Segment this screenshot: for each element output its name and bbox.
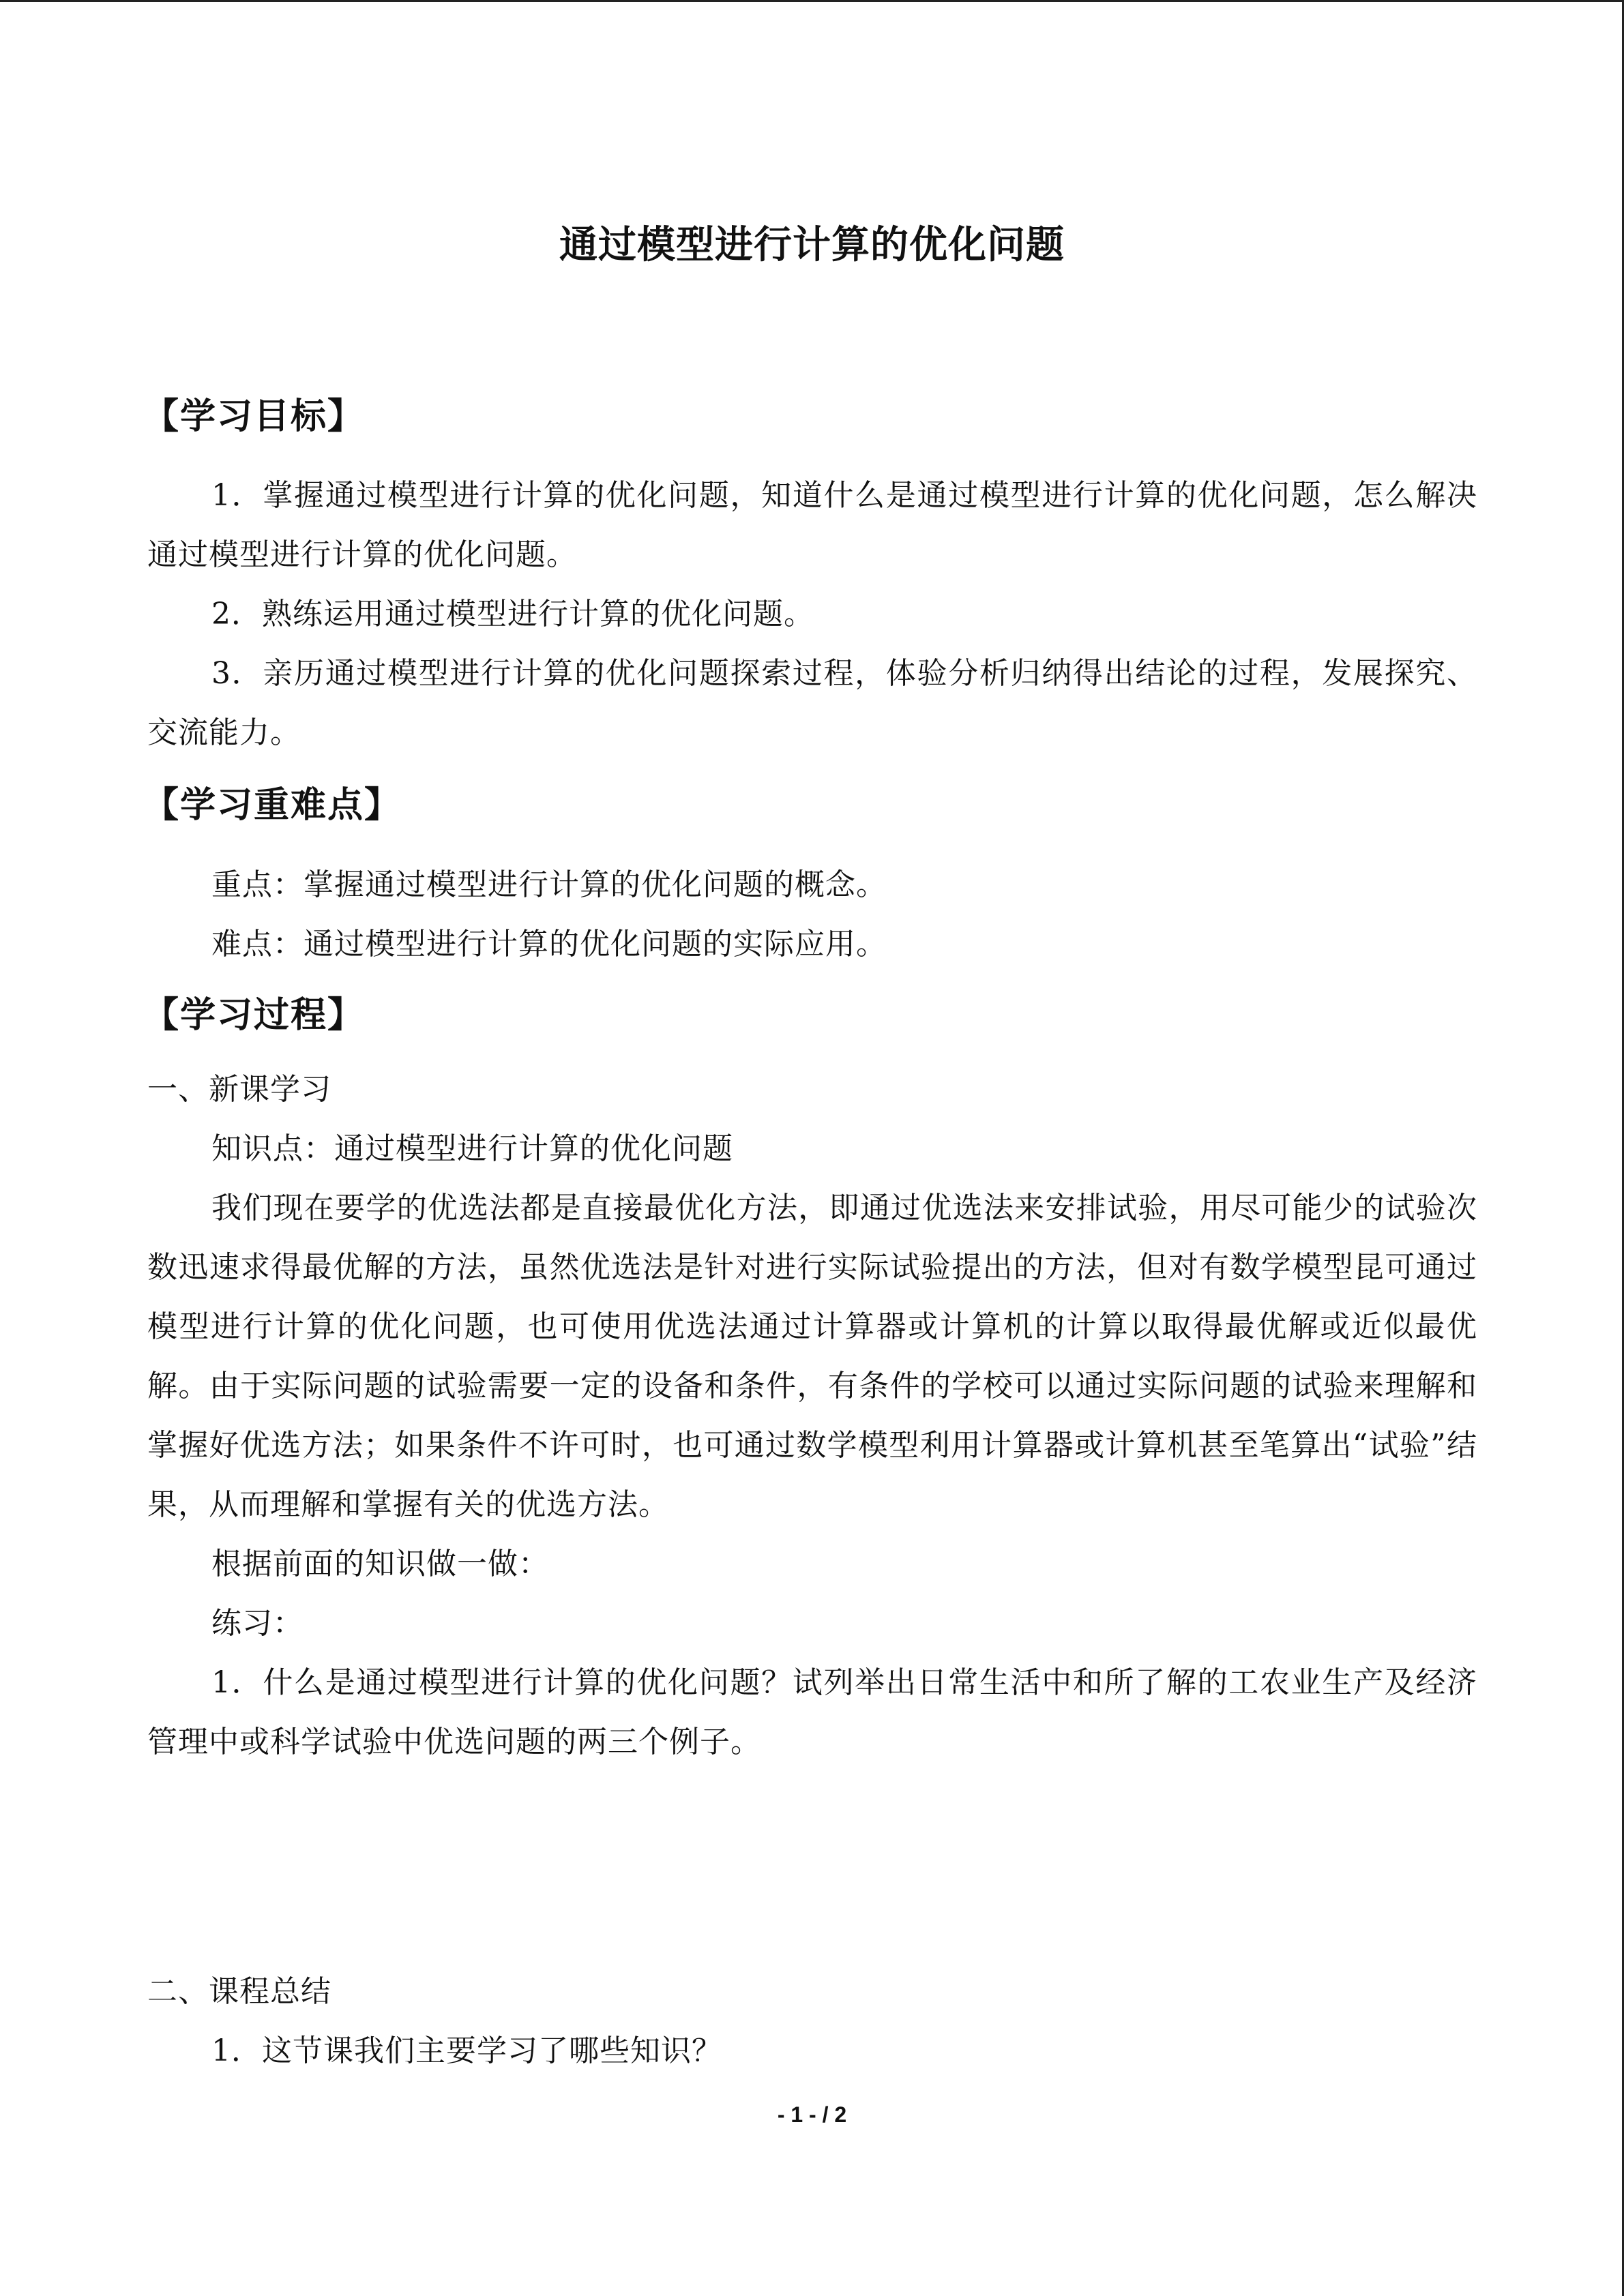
part2-title: 二、课程总结 bbox=[147, 1974, 331, 2009]
exercise-item-1: 1．什么是通过模型进行计算的优化问题？试列举出日常生活中和所了解的工农业生产及经济管理中或科学试验中优选问题的两三个例子。 bbox=[147, 1665, 1477, 1759]
page-title: 通过模型进行计算的优化问题 bbox=[559, 222, 1065, 267]
practice-prompt: 根据前面的知识做一做： bbox=[211, 1547, 549, 1581]
knowledge-point: 知识点：通过模型进行计算的优化问题 bbox=[211, 1131, 733, 1166]
heading-objectives: 【学习目标】 bbox=[143, 396, 365, 437]
page-number: - 1 - / 2 bbox=[777, 2102, 847, 2127]
difficulty-point: 难点：通过模型进行计算的优化问题的实际应用。 bbox=[211, 927, 887, 961]
key-point: 重点：掌握通过模型进行计算的优化问题的概念。 bbox=[211, 867, 887, 902]
heading-key-points: 【学习重难点】 bbox=[143, 784, 402, 826]
heading-process: 【学习过程】 bbox=[143, 994, 365, 1036]
summary-item-1: 1．这节课我们主要学习了哪些知识？ bbox=[211, 2033, 722, 2068]
objective-item-1: 1．掌握通过模型进行计算的优化问题，知道什么是通过模型进行计算的优化问题，怎么解决通过模型进行计算的优化问题。 bbox=[147, 478, 1477, 572]
body-paragraph: 我们现在要学的优选法都是直接最优化方法，即通过优选法来安排试验，用尽可能少的试验次数迅速求得最优解的方法，虽然优选法是针对进行实际试验提出的方法，但对有数学模型昆可通过模型进行计算的优化问题，也可使用优选法通过计算器或计算机的计算以取得最优解或近似最优解。由于实际问题的试验需要一定的设备和条件，有条件的学校可以通过实际问题的试验来理解和掌握好优选方法；如果条件不许可时，也可通过数学模型利用计算器或计算机甚至笔算出“试验”结果，从而理解和掌握有关的优选方法。 bbox=[147, 1191, 1477, 1522]
objective-item-3: 3．亲历通过模型进行计算的优化问题探索过程，体验分析归纳得出结论的过程，发展探究、交流能力。 bbox=[147, 656, 1477, 750]
exercise-label: 练习： bbox=[211, 1606, 304, 1641]
part1-title: 一、新课学习 bbox=[147, 1072, 331, 1107]
objective-item-2: 2．熟练运用通过模型进行计算的优化问题。 bbox=[211, 597, 814, 631]
